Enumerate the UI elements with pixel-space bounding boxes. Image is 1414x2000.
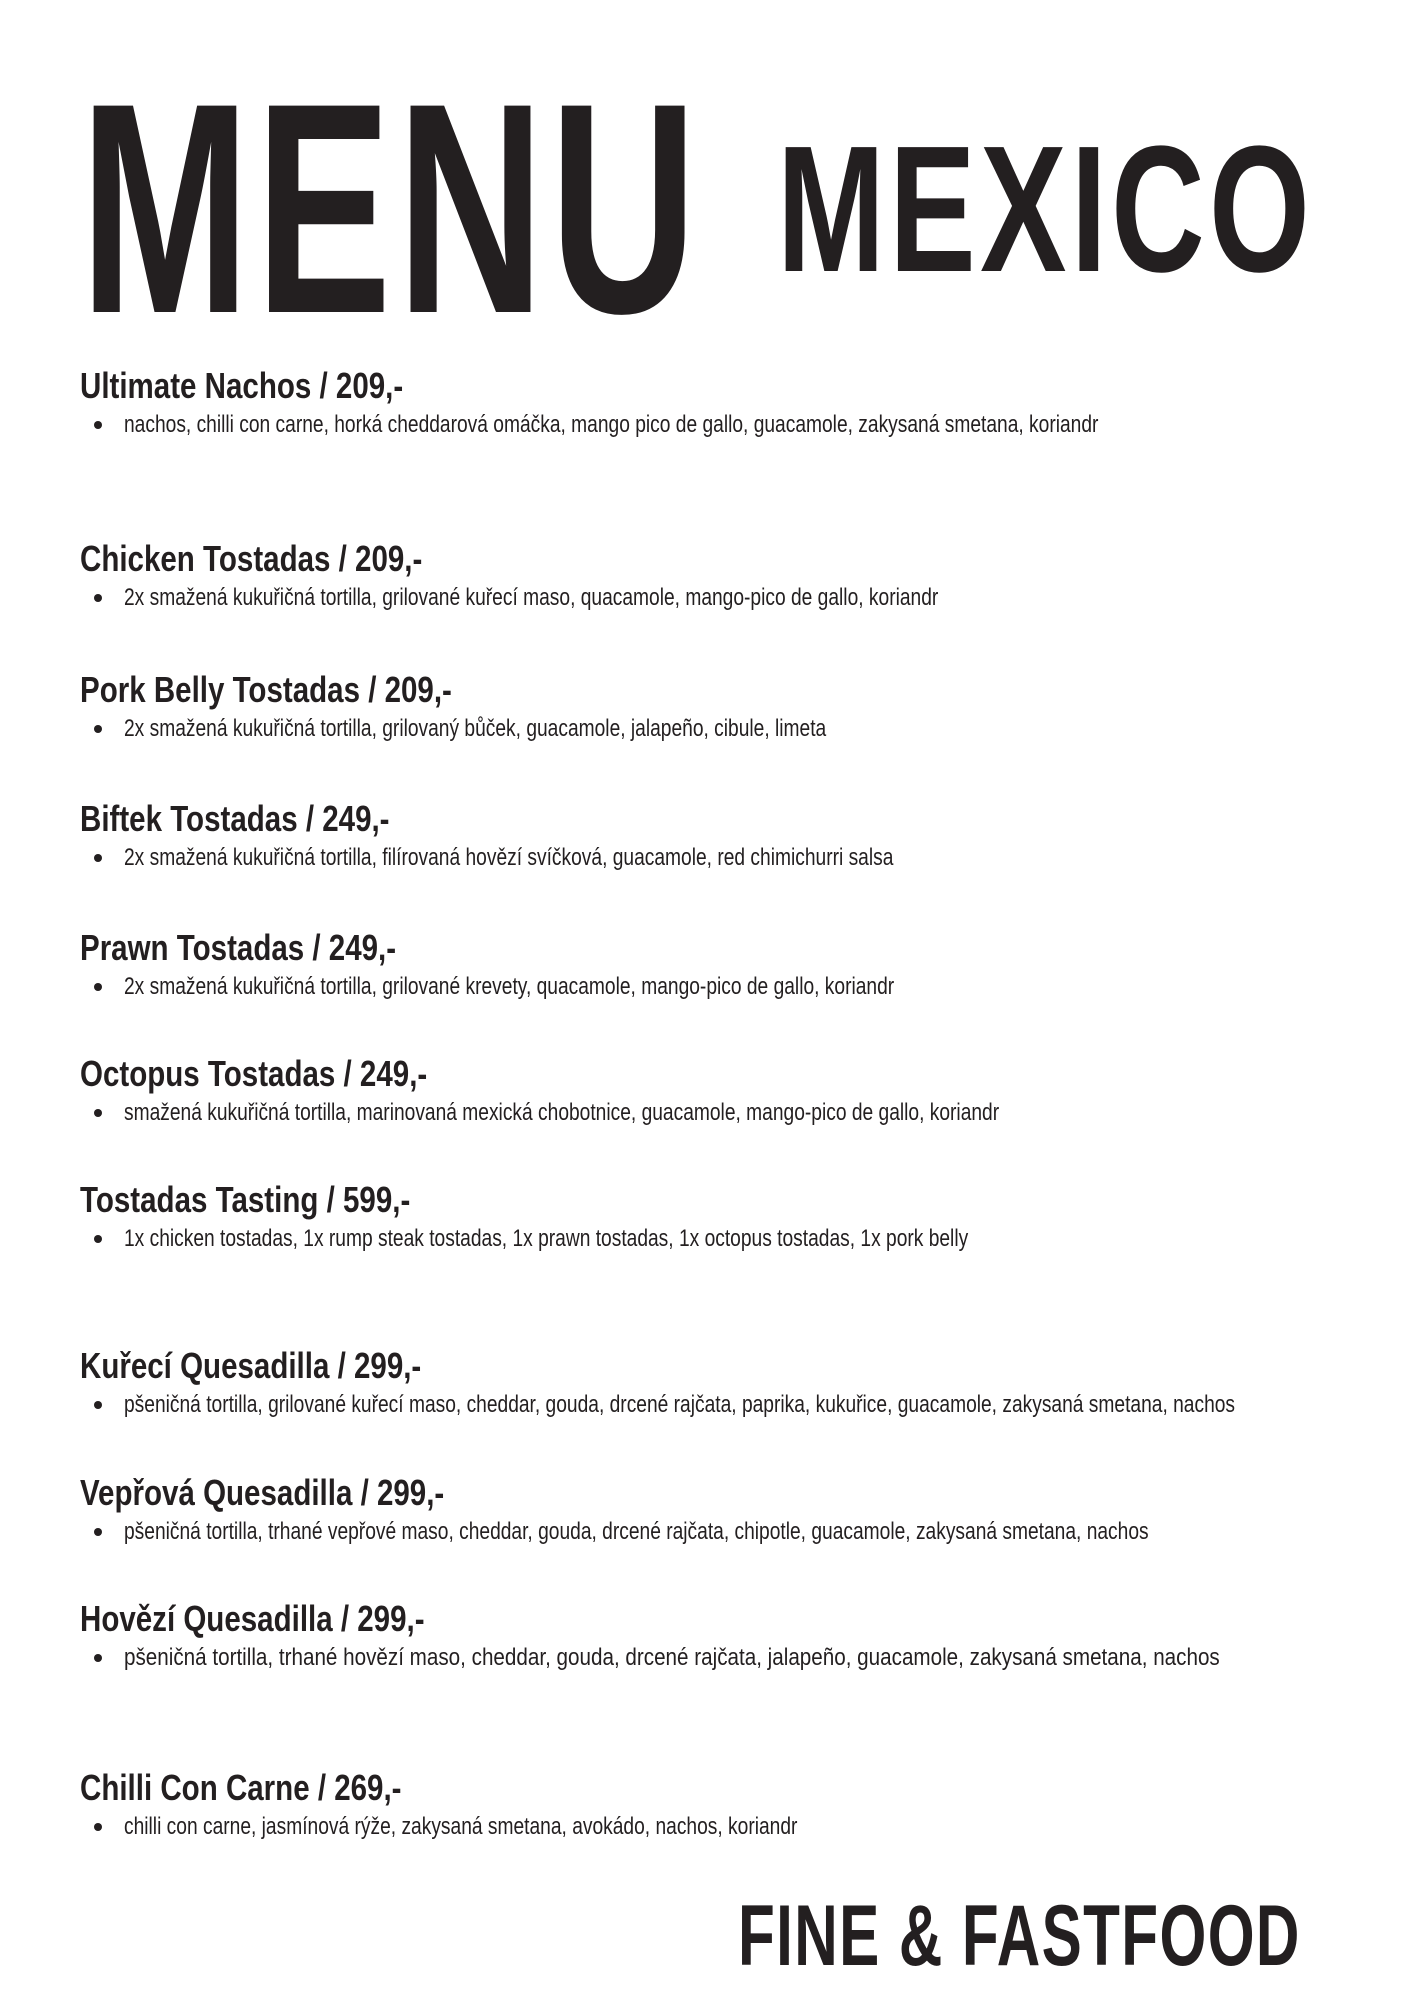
menu-item-title: Vepřová Quesadilla / 299,- xyxy=(80,1472,445,1513)
menu-item-description xyxy=(80,1224,1380,1254)
bullet-icon xyxy=(94,725,102,733)
menu-item-description xyxy=(80,1390,1380,1420)
menu-item-description-text: pšeničná tortilla, grilované kuřecí maso, cheddar, gouda, drcené rajčata, paprika, kukuřice, guacamole, zakysaná smetana, nachos xyxy=(124,1391,1236,1418)
menu-item-kureci-quesadilla xyxy=(80,1344,1380,1420)
menu-item-title: Chicken Tostadas / 209,- xyxy=(80,538,423,579)
bullet-icon xyxy=(94,594,102,602)
brand-logo: FINE & FASTFOOD xyxy=(738,1888,1301,1984)
menu-item-title: Pork Belly Tostadas / 209,- xyxy=(80,669,452,710)
menu-item-tostadas-tasting xyxy=(80,1178,1380,1254)
menu-item-prawn-tostadas xyxy=(80,926,1380,1002)
mexico-heading: MEXICO xyxy=(777,109,1315,310)
menu-item-title: Chilli Con Carne / 269,- xyxy=(80,1767,402,1808)
menu-item-description-text: 2x smažená kukuřičná tortilla, grilované kuřecí maso, quacamole, mango-pico de gallo, koriandr xyxy=(124,584,939,611)
bullet-icon xyxy=(94,1109,102,1117)
menu-item-description xyxy=(80,1517,1380,1547)
menu-item-description xyxy=(80,1643,1380,1673)
menu-item-description-text: 2x smažená kukuřičná tortilla, grilované krevety, quacamole, mango-pico de gallo, koriandr xyxy=(124,973,895,1000)
bullet-icon xyxy=(94,421,102,429)
bullet-icon xyxy=(94,1654,102,1662)
bullet-icon xyxy=(94,1528,102,1536)
menu-item-description xyxy=(80,583,1380,613)
bullet-icon xyxy=(94,1823,102,1831)
menu-item-title: Ultimate Nachos / 209,- xyxy=(80,365,404,406)
menu-item-description xyxy=(80,410,1380,440)
menu-item-title: Octopus Tostadas / 249,- xyxy=(80,1053,428,1094)
menu-item-chicken-tostadas xyxy=(80,537,1380,613)
menu-item-description xyxy=(80,714,1380,744)
menu-item-chilli-con-carne xyxy=(80,1766,1380,1842)
bullet-icon xyxy=(94,1235,102,1243)
menu-item-description-text: smažená kukuřičná tortilla, marinovaná mexická chobotnice, guacamole, mango-pico de gallo, koriandr xyxy=(124,1099,1000,1126)
menu-item-description-text: pšeničná tortilla, trhané vepřové maso, cheddar, gouda, drcené rajčata, chipotle, guacamole, zakysaná smetana, nachos xyxy=(124,1518,1149,1545)
menu-item-pork-belly-tostadas xyxy=(80,668,1380,744)
menu-item-description-text: pšeničná tortilla, trhané hovězí maso, cheddar, gouda, drcené rajčata, jalapeño, guacamole, zakysaná smetana, nachos xyxy=(124,1644,1220,1671)
menu-item-title: Hovězí Quesadilla / 299,- xyxy=(80,1598,425,1639)
menu-item-description xyxy=(80,972,1380,1002)
menu-item-octopus-tostadas xyxy=(80,1052,1380,1128)
menu-item-title: Tostadas Tasting / 599,- xyxy=(80,1179,411,1220)
bullet-icon xyxy=(94,854,102,862)
menu-item-hovezi-quesadilla xyxy=(80,1597,1380,1673)
menu-item-description-text: nachos, chilli con carne, horká cheddarová omáčka, mango pico de gallo, guacamole, zakysaná smetana, koriandr xyxy=(124,411,1099,438)
menu-item-veprova-quesadilla xyxy=(80,1471,1380,1547)
menu-item-description xyxy=(80,1098,1380,1128)
menu-item-description-text: chilli con carne, jasmínová rýže, zakysaná smetana, avokádo, nachos, koriandr xyxy=(124,1813,798,1840)
bullet-icon xyxy=(94,1401,102,1409)
menu-item-biftek-tostadas xyxy=(80,797,1380,873)
menu-item-description-text: 1x chicken tostadas, 1x rump steak tostadas, 1x prawn tostadas, 1x octopus tostadas, 1x pork belly xyxy=(124,1225,969,1252)
menu-item-description-text: 2x smažená kukuřičná tortilla, grilovaný bůček, guacamole, jalapeño, cibule, limeta xyxy=(124,715,827,742)
bullet-icon xyxy=(94,983,102,991)
menu-item-description-text: 2x smažená kukuřičná tortilla, filírovaná hovězí svíčková, guacamole, red chimichurri salsa xyxy=(124,844,894,871)
menu-item-ultimate-nachos xyxy=(80,364,1380,440)
menu-item-title: Biftek Tostadas / 249,- xyxy=(80,798,390,839)
menu-item-description xyxy=(80,843,1380,873)
menu-item-description xyxy=(80,1812,1380,1842)
menu-item-title: Prawn Tostadas / 249,- xyxy=(80,927,397,968)
menu-heading: MENU xyxy=(80,40,703,376)
menu-item-title: Kuřecí Quesadilla / 299,- xyxy=(80,1345,422,1386)
